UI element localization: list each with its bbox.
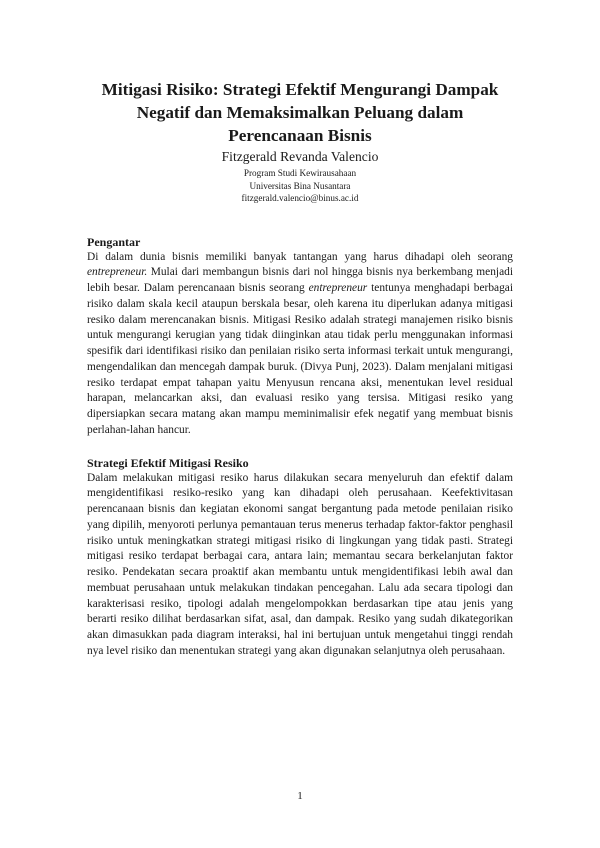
paragraph-pengantar: [87, 250, 513, 439]
paragraph-strategi: Dalam melakukan mitigasi resiko harus dilakukan secara menyeluruh dan efektif dalam mengidentifikasi resiko-resiko yang kan dihadapi oleh perusahaan. Keefektivitasan perencanaan bisnis dan kegiatan ekonomi sangat bergantung pada metode penilaian risiko yang dipilih, menyoroti perlunya pemantauan terus menerus terhadap faktor-faktor penghasil risiko untuk meningkatkan strategi mitigasi risiko di lingkungan yang tidak pasti. Strategi mitigasi resiko terdapat berbagai cara, antara lain; memantau secara berkelanjutan faktor resiko. Pendekatan secara proaktif akan membantu untuk mengidentifikasi lebih awal dan membuat perusahaan untuk melakukan tindakan pencegahan. Lalu ada secara tipologi dan karakterisasi resiko, tipologi adalah mengelompokkan berdasarkan tipe atau jenis yang berarti resiko dilihat berdasarkan sifat, asal, dan dampak. Resiko yang sudah dikategorikan akan dimasukkan pada diagram interaksi, hal ini bertujuan untuk mengetahui tinggi rendah nya level risiko dan menentukan strategi yang akan digunakan selanjutnya oleh perusahaan.: [87, 471, 513, 657]
section-heading-strategi: Strategi Efektif Mitigasi Resiko: [87, 455, 249, 470]
italic-term-entrepreneur: entrepreneur: [308, 282, 368, 294]
affiliation-university: Universitas Bina Nusantara: [249, 180, 351, 191]
text-segment: Mulai dari membangun bisnis dari nol hingga bisnis nya berkembang menjadi lebih besar. Dalam perencanaan bisnis seorang: [87, 266, 513, 294]
paper-title: Mitigasi Risiko: Strategi Efektif Mengurangi Dampak Negatif dan Memaksimalkan Peluang dalam Perencanaan Bisnis: [101, 80, 499, 145]
text-segment: tentunya menghadapi berbagai risiko dalam skala kecil ataupun berskala besar, oleh karena itu diperlukan adanya mitigasi resiko dalam merencanakan bisnis. Mitigasi Resiko adalah strategi manajemen risiko bisnis untuk mengurangi kerugian yang tidak diinginkan atau tidak perlu menggunakan informasi spesifik dari identifikasi risiko dan penilaian risiko serta informasi terkait untuk mengurangi, mengendalikan dan mencegah dampak buruk. (Divya Punj, 2023). Dalam menjalani mitigasi resiko terdapat empat tahapan yaitu Menyusun rencana aksi, menentukan level residual harapan, melancarkan aksi, dan evaluasi resiko yang tersisa. Mitigasi resiko yang dipersiapkan secara matang akan mampu meminimalisir efek negatif yang membuat bisnis perlahan-lahan hancur.: [87, 282, 513, 436]
affiliation-email: fitzgerald.valencio@binus.ac.id: [241, 193, 359, 203]
author-name: Fitzgerald Revanda Valencio: [221, 149, 379, 164]
text-segment: Di dalam dunia bisnis memiliki banyak tantangan yang harus dihadapi oleh seorang: [87, 250, 513, 263]
italic-term-entrepreneur: entrepreneur.: [87, 266, 148, 279]
affiliation-program: Program Studi Kewirausahaan: [243, 168, 357, 178]
section-heading-pengantar: Pengantar: [87, 234, 141, 249]
page-number: 1: [297, 790, 303, 802]
